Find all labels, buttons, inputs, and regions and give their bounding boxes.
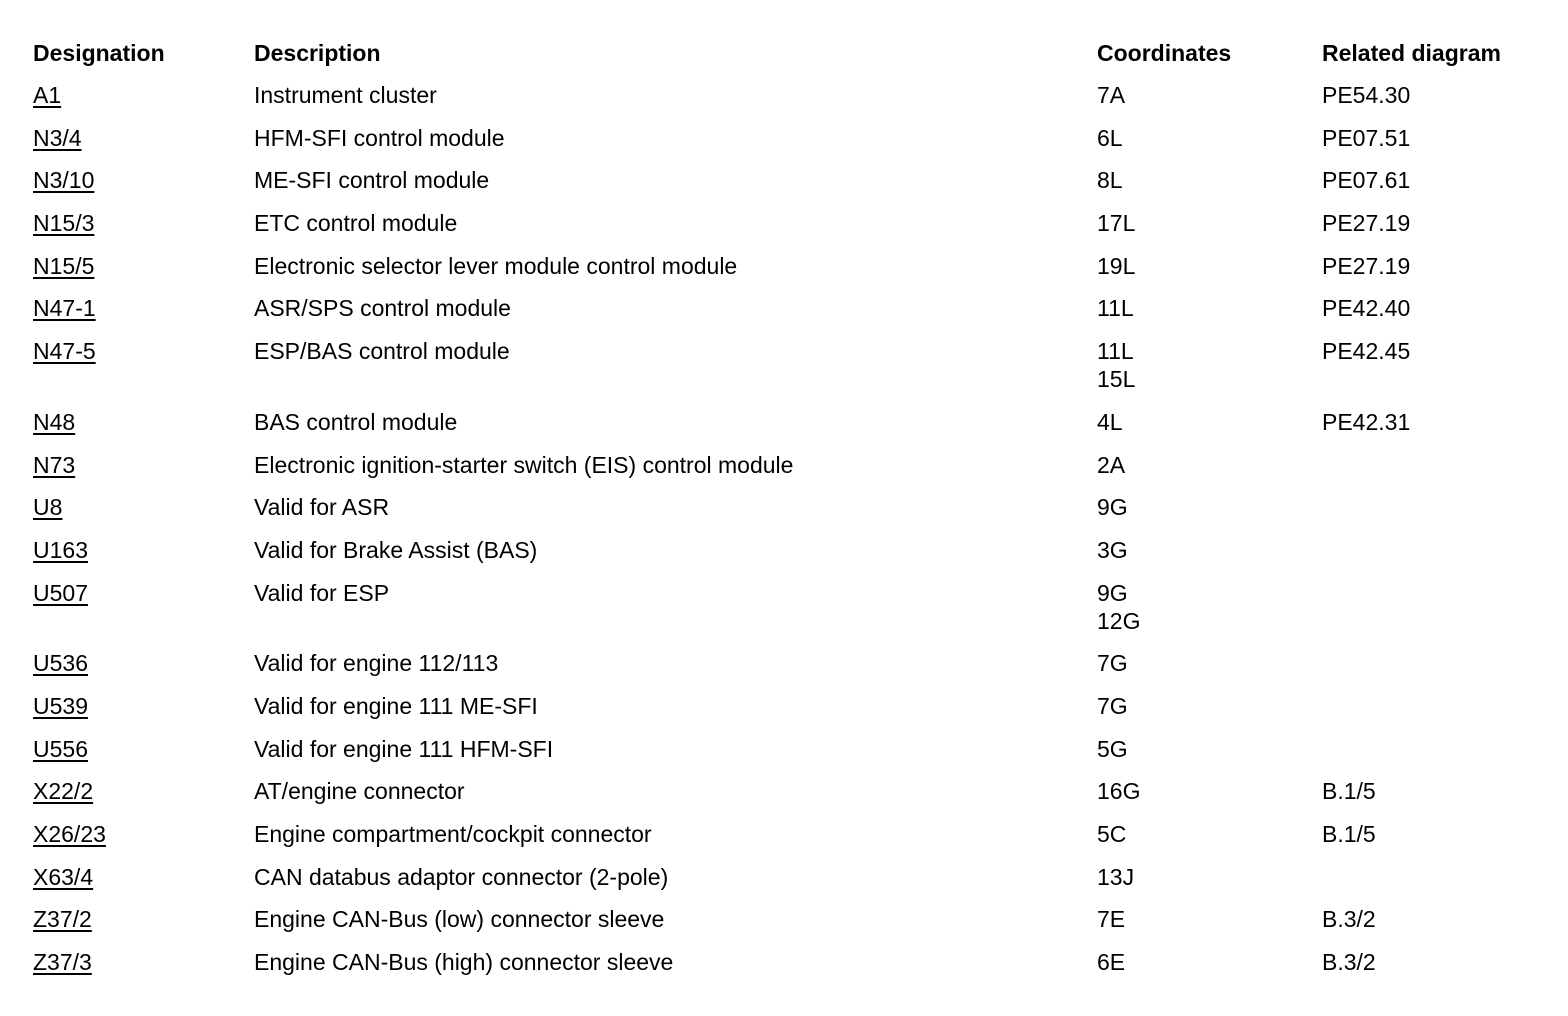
designation-link[interactable]: N48	[33, 408, 76, 435]
coordinates-cell	[1097, 124, 1322, 167]
designation-cell	[33, 124, 254, 167]
related-diagram-cell: B.1/5	[1322, 778, 1376, 805]
coordinates-cell	[1097, 948, 1322, 991]
related-diagram-cell: PE07.51	[1322, 124, 1411, 151]
designation-cell	[33, 493, 254, 536]
coordinate-value: 15L	[1097, 366, 1136, 393]
related-diagram-cell: B.1/5	[1322, 821, 1376, 847]
table-row	[33, 579, 1543, 650]
designation-link[interactable]: N73	[33, 451, 76, 478]
description-cell: Valid for ASR	[254, 494, 390, 521]
coordinate-value: 7G	[1097, 692, 1128, 719]
description-cell: ME-SFI control module	[254, 167, 490, 194]
designation-link[interactable]: U539	[33, 692, 88, 719]
designation-cell	[33, 451, 254, 494]
description-cell: CAN databus adaptor connector (2-pole)	[254, 863, 669, 890]
related-diagram-cell: PE27.19	[1322, 210, 1411, 237]
designation-cell	[33, 863, 254, 906]
designation-cell	[33, 337, 254, 408]
related-diagram-cell	[1322, 536, 1543, 579]
related-diagram-cell	[1322, 649, 1543, 692]
table-row	[33, 294, 1543, 337]
designation-link[interactable]: A1	[33, 82, 62, 108]
table-row	[33, 493, 1543, 536]
coordinate-value: 19L	[1097, 252, 1136, 279]
related-diagram-cell: PE27.19	[1322, 252, 1411, 279]
coordinate-value: 8L	[1097, 167, 1123, 194]
related-diagram-cell: PE42.45	[1322, 338, 1411, 365]
description-cell: Engine CAN-Bus (low) connector sleeve	[254, 906, 665, 933]
coordinates-cell	[1097, 536, 1322, 579]
coordinates-cell	[1097, 905, 1322, 948]
designation-link[interactable]: U8	[33, 494, 63, 521]
related-diagram-cell: PE07.61	[1322, 167, 1411, 194]
related-diagram-cell: PE42.40	[1322, 295, 1411, 322]
related-diagram-cell: PE42.31	[1322, 408, 1411, 435]
designation-link[interactable]: U163	[33, 536, 88, 563]
coordinate-value: 11L	[1097, 295, 1134, 322]
related-diagram-cell: PE54.30	[1322, 82, 1411, 108]
description-cell: Engine compartment/cockpit connector	[254, 821, 652, 847]
coordinate-value: 6E	[1097, 949, 1126, 976]
table-row	[33, 166, 1543, 209]
designation-cell	[33, 735, 254, 778]
coordinates-cell	[1097, 820, 1322, 863]
related-diagram-cell	[1322, 863, 1543, 906]
description-cell: ESP/BAS control module	[254, 338, 510, 365]
description-cell: ASR/SPS control module	[254, 295, 511, 322]
table-row	[33, 408, 1543, 451]
coordinates-cell	[1097, 408, 1322, 451]
description-cell: ETC control module	[254, 210, 458, 237]
designation-cell	[33, 905, 254, 948]
designation-cell	[33, 536, 254, 579]
related-diagram-cell	[1322, 451, 1543, 494]
designation-link[interactable]: X22/2	[33, 778, 94, 805]
designation-cell	[33, 81, 254, 124]
coordinate-value: 12G	[1097, 607, 1141, 634]
table-row	[33, 692, 1543, 735]
coordinate-value: 6L	[1097, 124, 1123, 151]
coordinate-value: 7G	[1097, 650, 1128, 677]
designation-link[interactable]: U507	[33, 579, 88, 606]
designation-cell	[33, 579, 254, 650]
related-diagram-cell: B.3/2	[1322, 906, 1376, 933]
description-cell: Valid for engine 112/113	[254, 650, 499, 677]
designation-cell	[33, 166, 254, 209]
designation-link[interactable]: X26/23	[33, 821, 106, 847]
designation-cell	[33, 294, 254, 337]
designation-link[interactable]: N15/5	[33, 252, 95, 279]
designation-link[interactable]: N3/4	[33, 124, 82, 151]
table-header	[33, 38, 1543, 81]
coordinate-value: 9G	[1097, 579, 1128, 606]
description-cell: Valid for engine 111 HFM-SFI	[254, 735, 554, 762]
designation-cell	[33, 252, 254, 295]
coordinates-cell	[1097, 337, 1322, 408]
description-cell: Instrument cluster	[254, 82, 437, 108]
designation-cell	[33, 649, 254, 692]
table-body	[33, 81, 1543, 991]
designation-link[interactable]: N47-5	[33, 338, 96, 365]
table-row	[33, 863, 1543, 906]
table-row	[33, 124, 1543, 167]
table-row	[33, 905, 1543, 948]
designation-cell	[33, 777, 254, 820]
designation-link[interactable]: Z37/2	[33, 906, 92, 933]
designation-link[interactable]: U556	[33, 735, 88, 762]
coordinates-cell	[1097, 451, 1322, 494]
coordinate-value: 4L	[1097, 408, 1123, 435]
designation-link[interactable]: Z37/3	[33, 949, 92, 976]
coordinates-cell	[1097, 692, 1322, 735]
related-diagram-cell	[1322, 692, 1543, 735]
coordinate-value: 7A	[1097, 82, 1126, 108]
designation-link[interactable]: N47-1	[33, 295, 96, 322]
header-related-diagram: Related diagram	[1322, 40, 1501, 66]
header-designation: Designation	[33, 40, 165, 66]
designation-link[interactable]: N15/3	[33, 210, 95, 237]
description-cell: BAS control module	[254, 408, 458, 435]
coordinates-cell	[1097, 166, 1322, 209]
coordinates-cell	[1097, 81, 1322, 124]
coordinate-value: 3G	[1097, 536, 1128, 563]
description-cell: Electronic selector lever module control module	[254, 252, 738, 279]
designation-cell	[33, 948, 254, 991]
designation-cell	[33, 209, 254, 252]
coordinates-cell	[1097, 735, 1322, 778]
designation-link[interactable]: X63/4	[33, 863, 94, 890]
designation-cell	[33, 692, 254, 735]
coordinates-cell	[1097, 252, 1322, 295]
table-row	[33, 649, 1543, 692]
coordinates-cell	[1097, 493, 1322, 536]
description-cell: Valid for ESP	[254, 579, 390, 606]
designation-link[interactable]: U536	[33, 650, 88, 677]
related-diagram-cell	[1322, 579, 1543, 650]
coordinate-value: 11L	[1097, 338, 1134, 365]
coordinate-value: 2A	[1097, 451, 1126, 478]
table-row	[33, 81, 1543, 124]
coordinate-value: 16G	[1097, 778, 1141, 805]
coordinates-cell	[1097, 863, 1322, 906]
related-diagram-cell	[1322, 735, 1543, 778]
description-cell: Valid for Brake Assist (BAS)	[254, 536, 538, 563]
coordinates-cell	[1097, 777, 1322, 820]
description-cell: Valid for engine 111 ME-SFI	[254, 692, 538, 719]
coordinate-value: 17L	[1097, 210, 1136, 237]
description-cell: HFM-SFI control module	[254, 124, 505, 151]
table-row	[33, 209, 1543, 252]
header-row	[33, 38, 1543, 81]
description-cell: AT/engine connector	[254, 778, 465, 805]
coordinates-cell	[1097, 649, 1322, 692]
header-coordinates: Coordinates	[1097, 40, 1232, 66]
designation-cell	[33, 408, 254, 451]
table-row	[33, 536, 1543, 579]
table-row	[33, 337, 1543, 408]
designation-link[interactable]: N3/10	[33, 167, 95, 194]
coordinates-cell	[1097, 209, 1322, 252]
related-diagram-cell	[1322, 493, 1543, 536]
coordinate-value: 13J	[1097, 863, 1135, 890]
coordinate-value: 7E	[1097, 906, 1126, 933]
coordinates-cell	[1097, 294, 1322, 337]
coordinate-value: 5G	[1097, 735, 1128, 762]
table-row	[33, 777, 1543, 820]
table-row	[33, 735, 1543, 778]
table-row	[33, 948, 1543, 991]
header-description: Description	[254, 40, 381, 66]
table-row	[33, 820, 1543, 863]
table-row	[33, 451, 1543, 494]
description-cell: Engine CAN-Bus (high) connector sleeve	[254, 949, 674, 976]
designation-cell	[33, 820, 254, 863]
table-row	[33, 252, 1543, 295]
description-cell: Electronic ignition-starter switch (EIS) control module	[254, 451, 794, 478]
related-diagram-cell: B.3/2	[1322, 949, 1376, 976]
coordinate-value: 9G	[1097, 494, 1128, 521]
designation-legend-table	[33, 38, 1543, 991]
coordinate-value: 5C	[1097, 821, 1127, 847]
coordinates-cell	[1097, 579, 1322, 650]
